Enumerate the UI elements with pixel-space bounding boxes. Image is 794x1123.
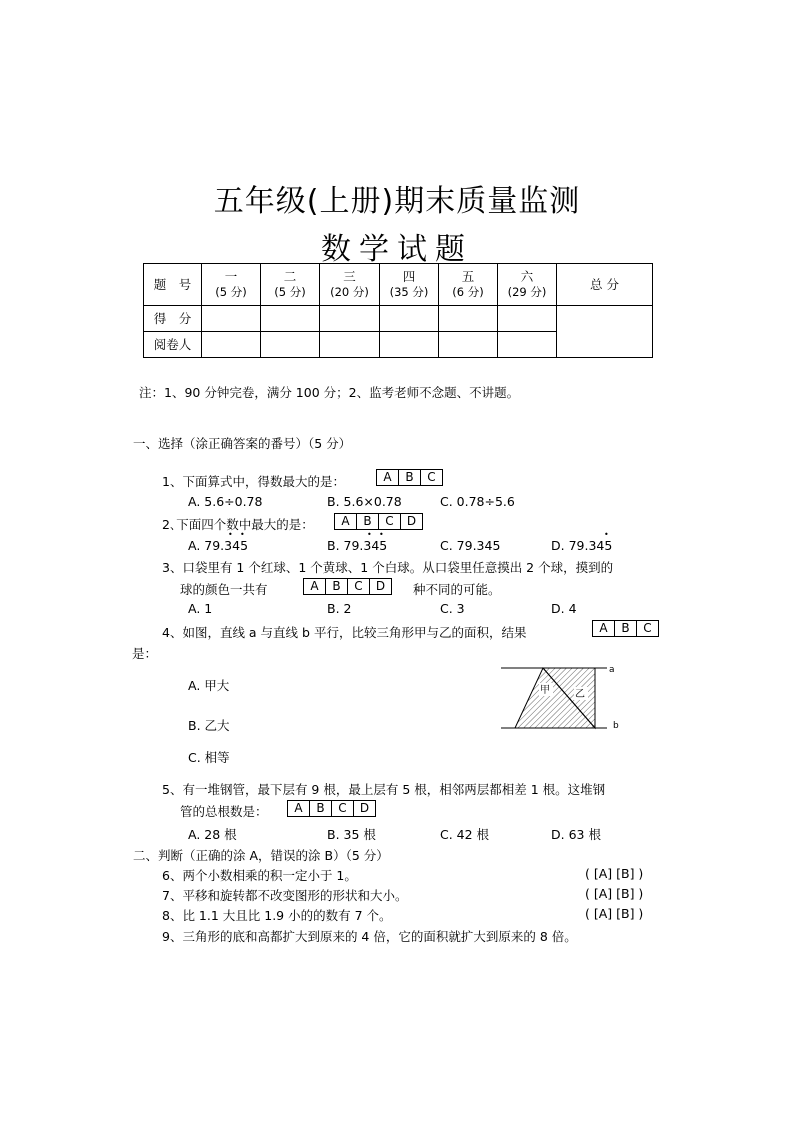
option: C. 79.345 — [440, 538, 501, 553]
judgement-item: 6、两个小数相乘的积一定小于 1。 — [162, 868, 357, 883]
recurring-dot: • — [604, 530, 609, 539]
option: B. 2 — [327, 601, 352, 616]
answer-boxes-q3[interactable] — [303, 578, 392, 595]
question-3-cont: 球的颜色一共有 — [180, 582, 268, 597]
option: B. 35 根 — [327, 827, 376, 842]
score-cell[interactable] — [380, 306, 439, 332]
question-4-cont: 是： — [132, 646, 158, 661]
answer-boxes-q2[interactable] — [334, 513, 423, 530]
parallel-lines-figure — [495, 660, 625, 736]
grader-cell[interactable] — [380, 332, 439, 358]
option: A. 79.345 — [188, 538, 249, 553]
answer-boxes-q4[interactable] — [592, 620, 659, 637]
grader-cell[interactable] — [498, 332, 557, 358]
option: C. 相等 — [188, 750, 230, 765]
question-5-cont: 管的总根数是： — [180, 804, 268, 819]
question-3: 3、口袋里有 1 个红球、1 个黄球、1 个白球。从口袋里任意摸出 2 个球，摸到的 — [162, 560, 614, 575]
answer-box[interactable]: B — [614, 621, 636, 636]
option: B. 5.6×0.78 — [327, 494, 402, 509]
row-label: 阅卷人 — [144, 332, 202, 358]
question-2: 2､下面四个数中最大的是： — [162, 517, 314, 532]
option: A. 5.6÷0.78 — [188, 494, 263, 509]
judgement-mark[interactable]: ( [A] [B] ) — [585, 906, 644, 921]
answer-box[interactable]: C — [636, 621, 658, 636]
answer-box[interactable]: B — [356, 514, 378, 529]
score-cell[interactable] — [439, 306, 498, 332]
row-label: 得 分 — [144, 306, 202, 332]
answer-box[interactable]: D — [400, 514, 422, 529]
label-b: b — [613, 721, 619, 731]
option: C. 3 — [440, 601, 465, 616]
answer-box[interactable]: C — [347, 579, 369, 594]
judgement-item: 7、平移和旋转都不改变图形的形状和大小。 — [162, 888, 408, 903]
total-score-cell[interactable] — [557, 306, 653, 358]
answer-box[interactable]: C — [420, 470, 442, 485]
score-cell[interactable] — [320, 306, 380, 332]
judgement-mark[interactable]: ( [A] [B] ) — [585, 886, 644, 901]
option: C. 42 根 — [440, 827, 490, 842]
section1-heading: 一、选择（涂正确答案的番号）（5 分） — [133, 436, 352, 451]
header-cell: 一 (5 分) — [202, 264, 261, 306]
exam-note: 注：1、90 分钟完卷，满分 100 分；2、监考老师不念题、不讲题。 — [139, 385, 520, 400]
answer-box[interactable]: D — [353, 801, 375, 816]
grader-cell[interactable] — [439, 332, 498, 358]
header-cell: 总 分 — [557, 264, 653, 306]
recurring-dot: • — [240, 530, 245, 539]
grader-cell[interactable] — [202, 332, 261, 358]
answer-box[interactable]: A — [294, 801, 303, 815]
recurring-dot: • — [379, 530, 384, 539]
answer-box[interactable]: A — [383, 470, 392, 484]
header-cell: 四 (35 分) — [380, 264, 439, 306]
answer-box[interactable]: B — [325, 579, 347, 594]
question-5: 5、有一堆钢管，最下层有 9 根，最上层有 5 根，相邻两层都相差 1 根。这堆钢 — [162, 782, 606, 797]
option: C. 0.78÷5.6 — [440, 494, 515, 509]
recurring-dot: • — [367, 530, 372, 539]
label-yi: 乙 — [575, 689, 585, 700]
option: B. 乙大 — [188, 718, 230, 733]
question-3-tail: 种不同的可能。 — [413, 582, 501, 597]
header-cell: 六 (29 分) — [498, 264, 557, 306]
option: D. 79.345 — [551, 538, 613, 553]
header-cell: 五 (6 分) — [439, 264, 498, 306]
answer-boxes-q5[interactable] — [287, 800, 376, 817]
answer-box[interactable]: C — [378, 514, 400, 529]
option: A. 1 — [188, 601, 213, 616]
section2-heading: 二、判断（正确的涂 A，错误的涂 B）（5 分） — [133, 848, 389, 863]
option: D. 63 根 — [551, 827, 601, 842]
header-cell: 三 (20 分) — [320, 264, 380, 306]
answer-box[interactable]: A — [341, 514, 350, 528]
score-cell[interactable] — [498, 306, 557, 332]
answer-box[interactable]: A — [310, 579, 319, 593]
label-jia: 甲 — [540, 685, 550, 696]
score-cell[interactable] — [202, 306, 261, 332]
answer-box[interactable]: D — [369, 579, 391, 594]
answer-boxes-q1[interactable] — [376, 469, 443, 486]
recurring-dot: • — [228, 530, 233, 539]
option: D. 4 — [551, 601, 577, 616]
answer-box[interactable]: B — [309, 801, 331, 816]
header-cell: 二 (5 分) — [261, 264, 320, 306]
label-a: a — [609, 665, 615, 675]
answer-box[interactable]: A — [599, 621, 608, 635]
judgement-item: 8、比 1.1 大且比 1.9 小的的数有 7 个。 — [162, 908, 392, 923]
score-table — [143, 263, 653, 358]
grader-cell[interactable] — [320, 332, 380, 358]
answer-box[interactable]: C — [331, 801, 353, 816]
judgement-item: 9、三角形的底和高都扩大到原来的 4 倍，它的面积就扩大到原来的 8 倍。 — [162, 929, 577, 944]
exam-title: 五年级(上册)期末质量监测 — [213, 184, 581, 219]
option: B. 79.345 — [327, 538, 388, 553]
header-cell: 题 号 — [144, 264, 202, 306]
answer-box[interactable]: B — [398, 470, 420, 485]
option: A. 甲大 — [188, 678, 230, 693]
option: A. 28 根 — [188, 827, 237, 842]
question-1: 1、下面算式中，得数最大的是： — [162, 474, 345, 489]
exam-subtitle: 数学试题 — [321, 232, 473, 267]
grader-cell[interactable] — [261, 332, 320, 358]
question-4: 4、如图，直线 a 与直线 b 平行，比较三角形甲与乙的面积，结果 — [162, 625, 527, 640]
judgement-mark[interactable]: ( [A] [B] ) — [585, 866, 644, 881]
score-cell[interactable] — [261, 306, 320, 332]
